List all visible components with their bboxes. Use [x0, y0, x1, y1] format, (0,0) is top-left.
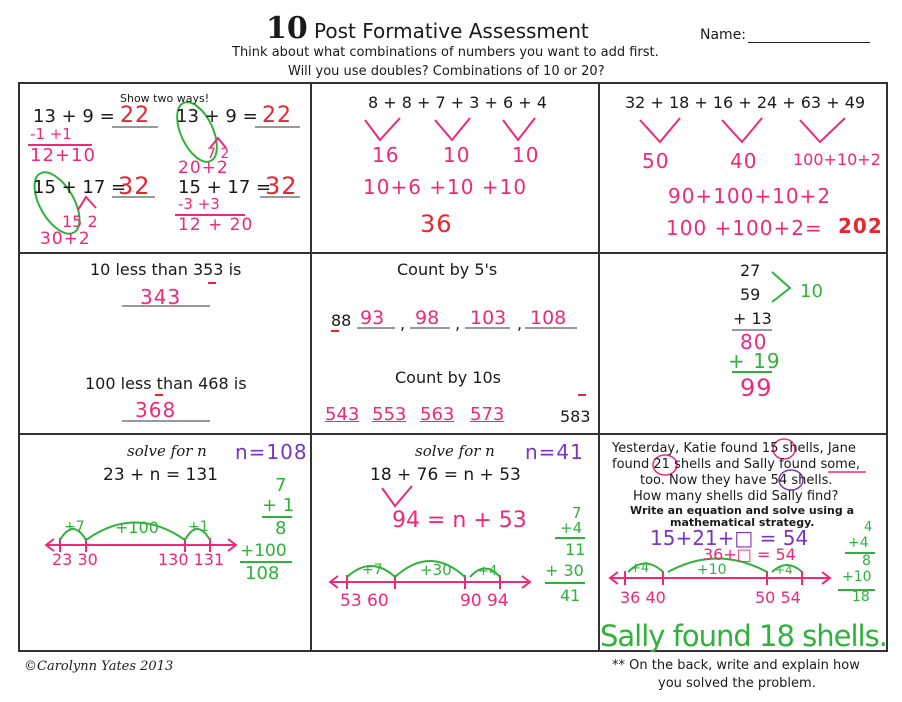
work: -1 +1	[30, 125, 72, 143]
equation: 18 + 76 = n + 53	[370, 465, 521, 485]
answer: 108	[530, 307, 567, 329]
work: 20+2	[178, 158, 229, 178]
side-work: 4	[864, 520, 873, 535]
tick-labels: 50 54	[755, 588, 801, 607]
answer: 553	[372, 404, 407, 425]
assessment-number: 10	[266, 11, 308, 46]
word-problem-line: found 21 shells and Sally found some,	[612, 457, 860, 472]
answer: 202	[838, 214, 883, 238]
work: 12 + 20	[178, 215, 254, 235]
jump-label: +4	[630, 561, 650, 576]
name-label: Name:	[700, 27, 747, 43]
equation: 13 + 9 =	[33, 106, 115, 127]
footer-note: you solved the problem.	[658, 676, 816, 691]
side-work: 18	[852, 589, 870, 605]
equation: 23 + n = 131	[103, 465, 218, 485]
answer: 99	[740, 374, 773, 402]
jump-label: +4	[478, 564, 498, 579]
section-title: Count by 5's	[397, 260, 498, 279]
side-work: 41	[560, 586, 581, 605]
pair-mark	[722, 118, 762, 142]
jump-label: +100	[115, 518, 159, 537]
comma: ,	[517, 314, 523, 333]
tick-labels: 23 30	[52, 550, 98, 569]
bracket-mark	[772, 272, 790, 302]
pair-sum: 16	[372, 143, 400, 167]
question: 10 less than 353 is	[90, 260, 242, 279]
footer-note: ** On the back, write and explain how	[612, 658, 860, 673]
pair-sum: 40	[730, 149, 758, 173]
answer: 93	[360, 307, 385, 329]
side-work: 8	[275, 518, 287, 539]
addend: 27	[740, 261, 761, 280]
copyright: ©Carolynn Yates 2013	[24, 659, 174, 674]
answer: n=41	[525, 440, 584, 464]
tick-labels: 130 131	[158, 550, 225, 569]
word-problem-line: Yesterday, Katie found 15 shells, Jane	[612, 441, 856, 456]
tick-labels: 53 60	[340, 591, 389, 611]
instruction: mathematical strategy.	[670, 516, 815, 529]
answer: n=108	[235, 440, 308, 464]
jump-label: +10	[697, 562, 727, 578]
side-work: + 30	[545, 561, 584, 580]
side-work: 7	[275, 475, 287, 496]
start-number: 88	[331, 311, 352, 330]
word-problem-question: How many shells did Sally find?	[633, 489, 839, 504]
work: 10+6 +10 +10	[363, 175, 528, 199]
answer: 32	[265, 172, 298, 200]
side-work: 108	[245, 563, 280, 584]
equation: 15 + 17 =	[178, 177, 272, 198]
bracket-sum: 10	[800, 281, 823, 302]
partial-sum: 80	[740, 330, 768, 354]
answer: 22	[262, 103, 292, 128]
comma: ,	[400, 314, 406, 333]
jump-label: +30	[420, 561, 452, 579]
final-answer: Sally found 18 shells.	[600, 619, 887, 653]
rewrite: 94 = n + 53	[392, 508, 527, 533]
answer: 32	[118, 172, 151, 200]
pair-sum: 100+10+2	[793, 150, 881, 169]
answer: 368	[135, 398, 177, 422]
equation: 13 + 9 =	[176, 106, 258, 127]
pair-sum: 50	[642, 149, 670, 173]
partial-add: + 19	[728, 349, 781, 373]
jump-label: +4	[775, 563, 793, 577]
answer: 22	[120, 103, 150, 128]
side-work: +10	[842, 569, 872, 585]
instructions-line-1: Think about what combinations of numbers you want to add first.	[232, 45, 659, 60]
answer: 98	[415, 307, 440, 329]
work: 100 +100+2=	[666, 216, 823, 240]
side-work: + 1	[262, 495, 295, 516]
work: 30+2	[40, 229, 91, 249]
instruction: Write an equation and solve using a	[630, 504, 855, 517]
side-work: +4	[560, 519, 583, 537]
jump-label: +7	[64, 519, 85, 535]
tick-labels: 36 40	[620, 588, 666, 607]
equation: 36+□ = 54	[703, 545, 796, 564]
answer: 36	[420, 210, 453, 238]
side-work: 11	[565, 540, 586, 559]
side-work: +100	[240, 541, 287, 561]
work: 90+100+10+2	[668, 184, 832, 208]
equation: 15+21+□ = 54	[650, 526, 809, 550]
pair-sum: 10	[512, 143, 540, 167]
work: -3 +3	[178, 195, 220, 213]
pair-mark	[365, 118, 400, 140]
solve-label: solve for n	[127, 442, 207, 460]
solve-label: solve for n	[415, 442, 495, 460]
work: 15 2	[62, 212, 98, 231]
comma: ,	[455, 314, 461, 333]
answer: 343	[140, 285, 182, 309]
word-problem-line: too. Now they have 54 shells.	[640, 473, 833, 488]
jump-label: +1	[188, 519, 209, 535]
answer: 573	[470, 404, 505, 425]
tick-labels: 90 94	[460, 591, 509, 611]
page-title: Post Formative Assessment	[314, 19, 589, 43]
problem: 32 + 18 + 16 + 24 + 63 + 49	[625, 93, 866, 112]
split-mark	[78, 197, 96, 210]
work: 7 2	[207, 146, 230, 162]
end-number: 583	[560, 407, 591, 426]
answer: 103	[470, 307, 507, 329]
pair-mark	[435, 118, 470, 140]
side-work: 8	[862, 553, 871, 569]
pair-mark	[503, 118, 535, 140]
equation: 15 + 17 =	[33, 177, 127, 198]
pair-mark	[800, 118, 845, 142]
side-work: +4	[848, 535, 869, 551]
addend: 59	[740, 285, 761, 304]
question: 100 less than 468 is	[85, 374, 247, 393]
hint: Show two ways!	[120, 92, 210, 105]
instructions-line-2: Will you use doubles? Combinations of 10 or 20?	[288, 64, 605, 79]
answer: 543	[325, 404, 360, 425]
jump-label: +7	[362, 562, 383, 578]
side-work: 7	[572, 504, 582, 522]
answer: 563	[420, 404, 455, 425]
pair-mark	[640, 118, 680, 142]
pair-sum: 10	[443, 143, 471, 167]
work: 12+10	[30, 145, 96, 166]
addend: + 13	[733, 309, 772, 328]
problem: 8 + 8 + 7 + 3 + 6 + 4	[368, 93, 547, 112]
section-title: Count by 10s	[395, 368, 502, 387]
